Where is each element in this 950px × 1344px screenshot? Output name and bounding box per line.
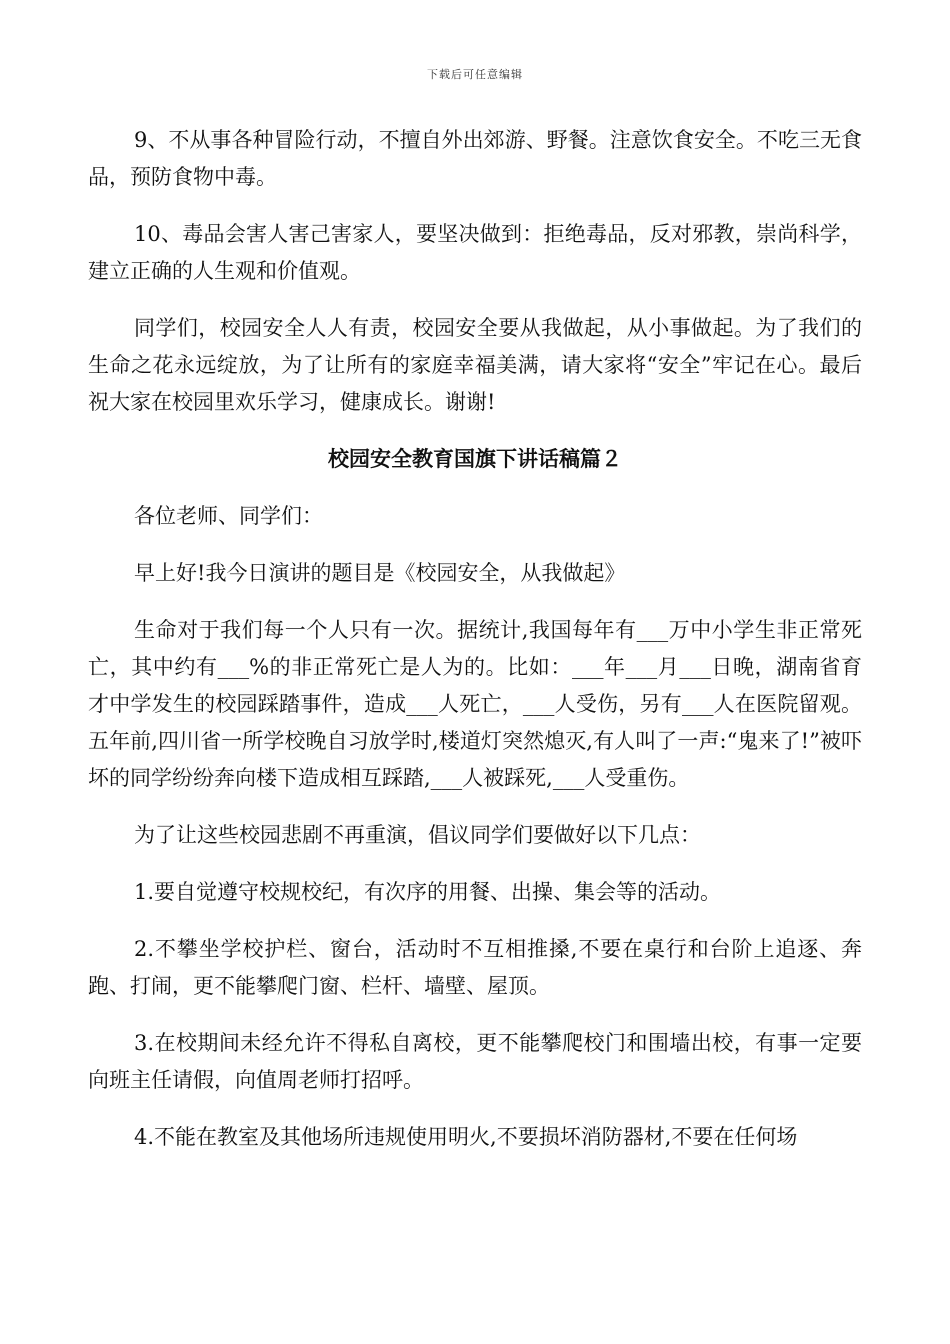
paragraph: 10、毒品会害人害己害家人，要坚决做到：拒绝毒品，反对邪教，崇尚科学，建立正确的人生观和价值观。 (88, 222, 862, 283)
list-item: 4.不能在教室及其他场所违规使用明火,不要损坏消防器材,不要在任何场 (134, 1125, 798, 1149)
list-item: 1.要自觉遵守校规校纪，有次序的用餐、出操、集会等的活动。 (134, 880, 722, 904)
section-title: 校园安全教育国旗下讲话稿篇２ (328, 447, 622, 471)
paragraph: 同学们，校园安全人人有责，校园安全要从我做起，从小事做起。为了我们的生命之花永远绽放，为了让所有的家庭幸福美满，请大家将“安全”牢记在心。最后祝大家在校园里欢乐学习，健康成长。谢谢! (88, 316, 862, 414)
paragraph: 早上好!我今日演讲的题目是《校园安全，从我做起》 (134, 561, 626, 585)
list-item: 2.不攀坐学校护栏、窗台，活动时不互相推搡,不要在桌行和台阶上追逐、奔跑、打闹，更不能攀爬门窗、栏杆、墙壁、屋顶。 (88, 937, 862, 998)
document-body (88, 122, 862, 1176)
paragraph: 9、不从事各种冒险行动，不擅自外出郊游、野餐。注意饮食安全。不吃三无食品，预防食物中毒。 (88, 128, 862, 189)
paragraph: 生命对于我们每一个人只有一次。据统计,我国每年有___万中小学生非正常死亡，其中约有___%的非正常死亡是人为的。比如：___年___月___日晚，湖南省育才中学发生的校园踩踏事件，造成___人死亡，___人受伤，另有___人在医院留观。五年前,四川省一所学校晚自习放学时,楼道灯突然熄灭,有人叫了一声:“鬼来了!”被吓坏的同学纷纷奔向楼下造成相互踩踏,___人被踩死,___人受重伤。 (88, 618, 862, 790)
list-item: 3.在校期间未经允许不得私自离校，更不能攀爬校门和围墙出校，有事一定要向班主任请假，向值周老师打招呼。 (88, 1031, 862, 1092)
paragraph: 各位老师、同学们： (134, 504, 323, 528)
page-header-note: 下载后可任意编辑 (427, 68, 523, 81)
paragraph: 为了让这些校园悲剧不再重演，倡议同学们要做好以下几点： (134, 823, 701, 847)
